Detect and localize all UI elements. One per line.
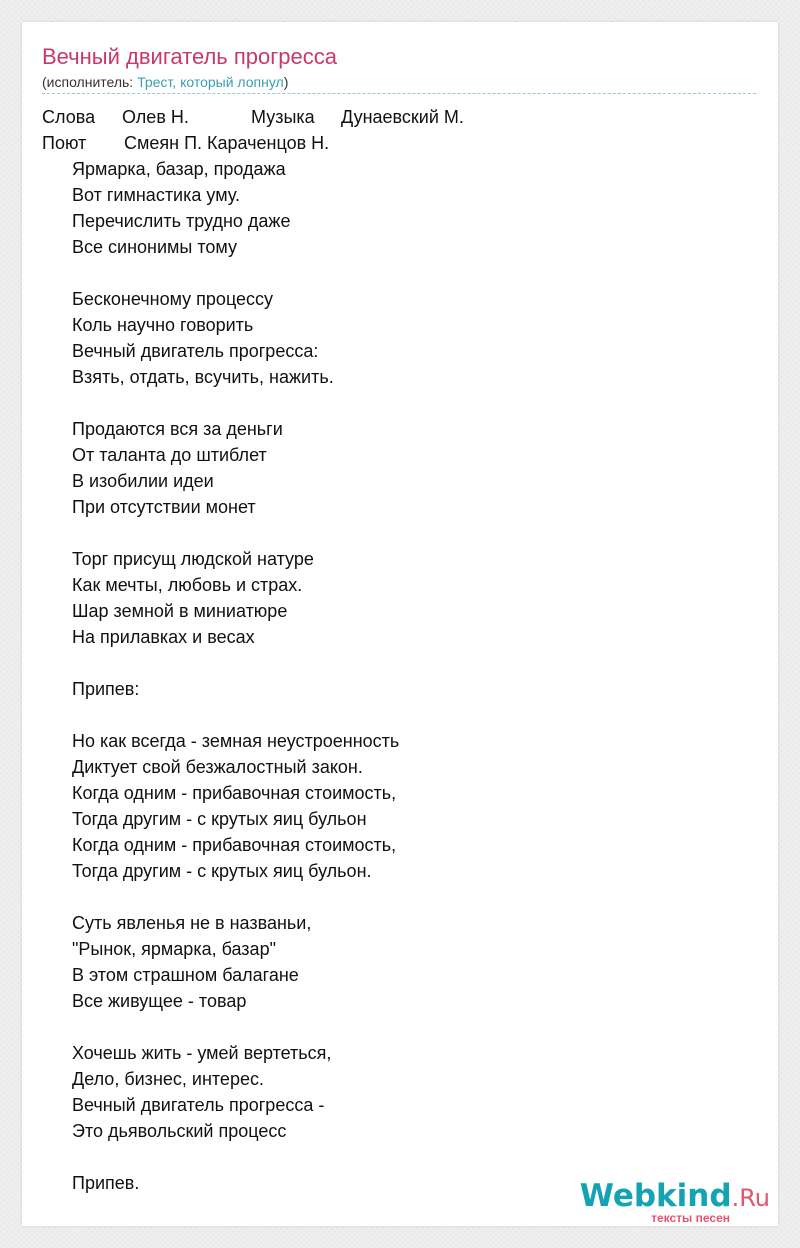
lyrics-line: В изобилии идеи <box>72 471 214 491</box>
lyrics-blank-line <box>72 702 399 728</box>
words-label: Слова <box>42 107 96 127</box>
music-author: Дунаевский М. <box>341 107 464 127</box>
lyrics-line: В этом страшном балагане <box>72 965 299 985</box>
lyrics-blank-line <box>72 260 399 286</box>
lyrics-line: Тогда другим - с крутых яиц бульон. <box>72 861 372 881</box>
watermark-brand: Webkind <box>579 1178 732 1214</box>
lyrics-line: На прилавках и весах <box>72 627 255 647</box>
watermark-tagline: тексты песен <box>651 1211 730 1225</box>
lyrics-line: Коль научно говорить <box>72 315 254 335</box>
lyrics-line: "Рынок, ярмарка, базар" <box>72 939 276 959</box>
lyrics-line: Но как всегда - земная неустроенность <box>72 731 400 751</box>
lyrics-line: Хочешь жить - умей вертеться, <box>72 1043 332 1063</box>
artist-link[interactable]: Трест, который лопнул <box>137 74 284 90</box>
singers-label: Поют <box>42 133 87 153</box>
lyrics-line: Вечный двигатель прогресса: <box>72 341 319 361</box>
lyrics-line: Как мечты, любовь и страх. <box>72 575 303 595</box>
header-divider <box>42 93 756 94</box>
lyrics-blank-line <box>72 650 399 676</box>
song-title: Вечный двигатель прогресса <box>42 44 337 69</box>
lyrics-text <box>72 156 399 1196</box>
music-label: Музыка <box>251 107 315 127</box>
lyrics-line: Диктует свой безжалостный закон. <box>72 757 363 777</box>
lyrics-line: Торг присущ людской натуре <box>72 549 314 569</box>
lyrics-blank-line <box>72 1014 399 1040</box>
lyrics-blank-line <box>72 520 399 546</box>
lyrics-line: Вечный двигатель прогресса - <box>72 1095 325 1115</box>
lyrics-line: Это дьявольский процесс <box>72 1121 287 1141</box>
lyrics-line: При отсутствии монет <box>72 497 256 517</box>
watermark-tld: .Ru <box>731 1184 770 1212</box>
artist-suffix: ) <box>283 74 289 90</box>
lyrics-line: Припев: <box>72 679 140 699</box>
lyrics-line: Ярмарка, базар, продажа <box>72 159 286 179</box>
lyrics-line: Продаются вся за деньги <box>72 419 283 439</box>
artist-line <box>42 72 288 92</box>
lyrics-line: Все синонимы тому <box>72 237 237 257</box>
artist-prefix: (исполнитель: <box>42 74 138 90</box>
lyrics-line: Дело, бизнес, интерес. <box>72 1069 264 1089</box>
lyrics-line: Бесконечному процессу <box>72 289 274 309</box>
lyrics-card <box>22 22 778 1226</box>
lyrics-line: Когда одним - прибавочная стоимость, <box>72 835 397 855</box>
words-author: Олев Н. <box>122 107 189 127</box>
lyrics-line: Припев. <box>72 1173 140 1193</box>
lyrics-line: Взять, отдать, всучить, нажить. <box>72 367 334 387</box>
lyrics-blank-line <box>72 1144 399 1170</box>
lyrics-line: От таланта до штиблет <box>72 445 267 465</box>
lyrics-line: Вот гимнастика уму. <box>72 185 240 205</box>
lyrics-line: Перечислить трудно даже <box>72 211 291 231</box>
lyrics-line: Когда одним - прибавочная стоимость, <box>72 783 397 803</box>
lyrics-line: Шар земной в миниатюре <box>72 601 288 621</box>
lyrics-line: Суть явленья не в названьи, <box>72 913 312 933</box>
lyrics-line: Тогда другим - с крутых яиц бульон <box>72 809 367 829</box>
lyrics-blank-line <box>72 390 399 416</box>
lyrics-line: Все живущее - товар <box>72 991 247 1011</box>
lyrics-blank-line <box>72 884 399 910</box>
site-watermark <box>580 1178 770 1226</box>
singers-names: Смеян П. Караченцов Н. <box>124 133 330 153</box>
